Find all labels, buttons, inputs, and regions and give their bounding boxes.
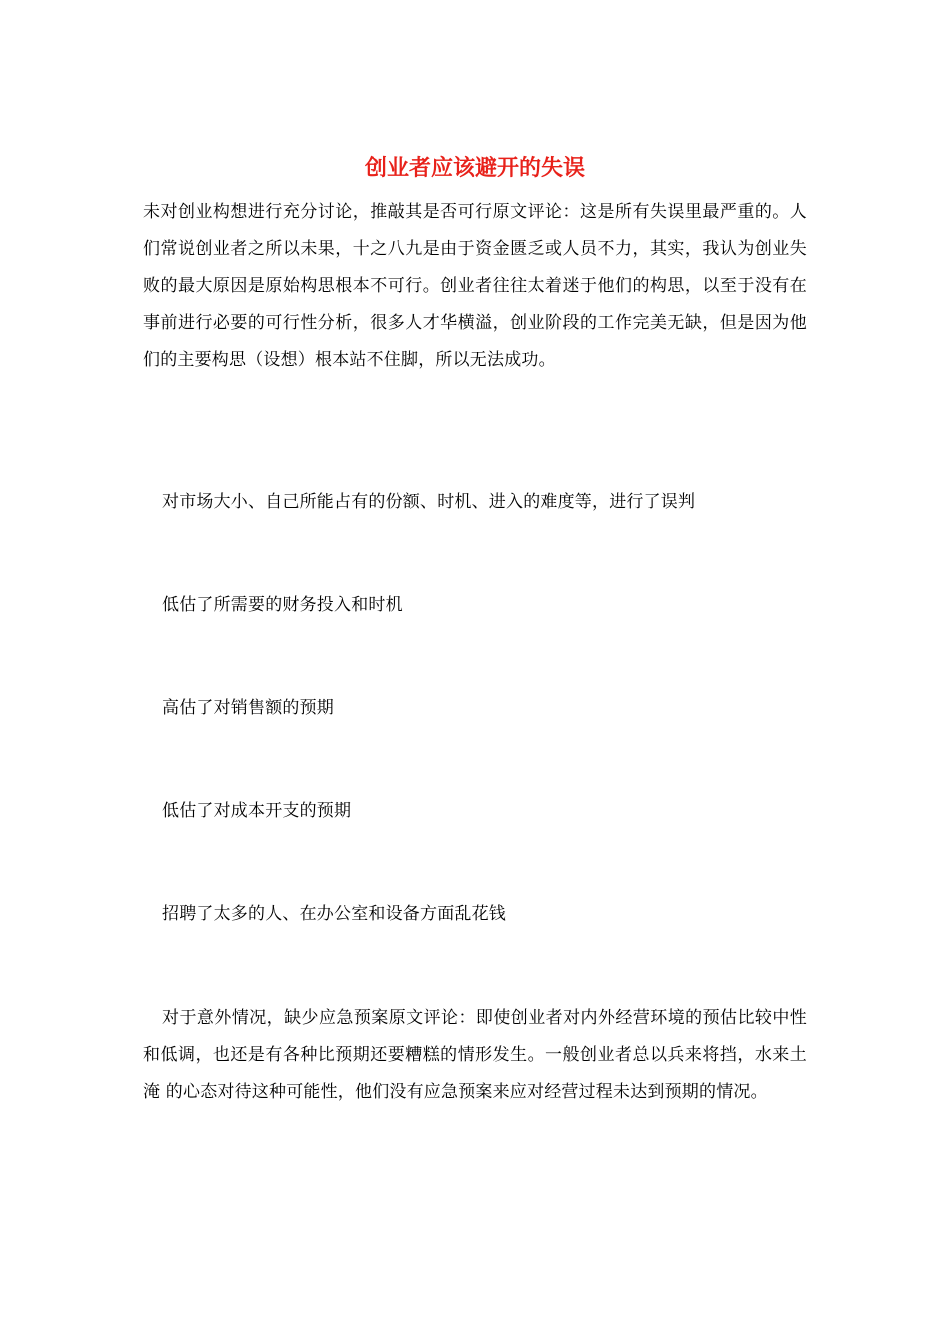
paragraph-overestimate-sales: 高估了对销售额的预期: [162, 698, 334, 718]
paragraph-contingency: 对于意外情况，缺少应急预案原文评论：即使创业者对内外经营环境的预估比较中性和低调，也还是有各种比预期还要糟糕的情形发生。一般创业者总以兵来将挡，水来土淹 的心态对待这种可能性，他们没有应急预案来应对经营过程未达到预期的情况。: [143, 1008, 807, 1102]
document-title: 创业者应该避开的失误: [364, 155, 585, 181]
paragraph-market-misjudgment: 对市场大小、自己所能占有的份额、时机、进入的难度等，进行了误判: [162, 492, 696, 512]
paragraph-underestimate-costs: 低估了对成本开支的预期: [162, 801, 352, 821]
paragraph-underestimate-finance: 低估了所需要的财务投入和时机: [162, 595, 403, 615]
paragraph-overspending: 招聘了太多的人、在办公室和设备方面乱花钱: [162, 904, 506, 924]
paragraph-feasibility: 未对创业构想进行充分讨论，推敲其是否可行原文评论：这是所有失误里最严重的。人们常说创业者之所以未果，十之八九是由于资金匮乏或人员不力，其实，我认为创业失败的最大原因是原始构思根本不可行。创业者往往太着迷于他们的构思，以至于没有在事前进行必要的可行性分析，很多人才华横溢，创业阶段的工作完美无缺，但是因为他们的主要构思（设想）根本站不住脚，所以无法成功。: [143, 202, 807, 370]
